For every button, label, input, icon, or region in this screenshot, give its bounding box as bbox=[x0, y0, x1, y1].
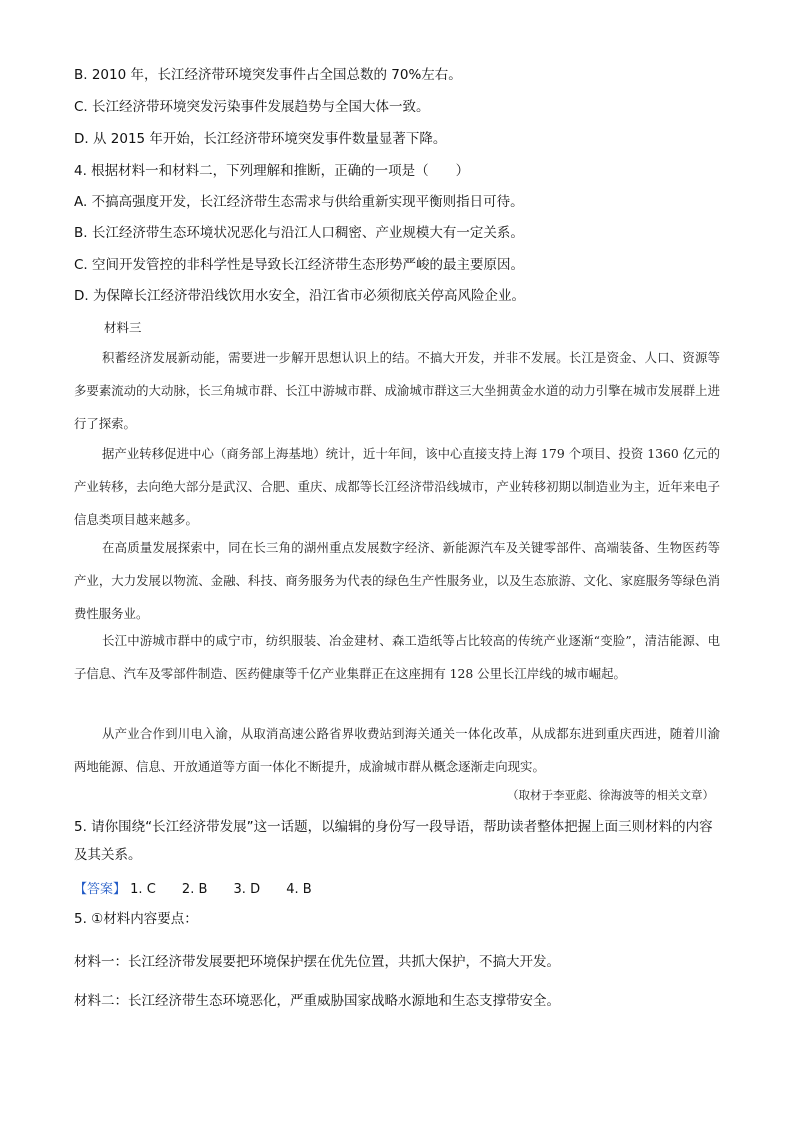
q5-stem: 5. 请你围绕“长江经济带发展”这一话题，以编辑的身份写一段导语，帮助读者整体把握上面三则材料的内容及其关系。 bbox=[74, 819, 713, 863]
answer-item: 2. B bbox=[181, 882, 208, 897]
q4-stem: 4. 根据材料一和材料二，下列理解和推断，正确的一项是（ ） bbox=[74, 163, 470, 179]
material3-title: 材料三 bbox=[104, 320, 142, 335]
q5-answer-heading: 5. ①材料内容要点： bbox=[74, 911, 198, 927]
answer-key bbox=[74, 878, 312, 897]
material3-paragraph-3: 在高质量发展探索中，同在长三角的湖州重点发展数字经济、新能源汽车及关键零部件、高端装备、生物医药等产业，大力发展以物流、金融、科技、商务服务为代表的绿色生产性服务业，以及生态旅游、文化、家庭服务等绿色消费性服务业。 bbox=[74, 540, 720, 621]
material3-paragraph-4: 长江中游城市群中的咸宁市，纺织服装、冶金建材、森工造纸等占比较高的传统产业逐渐“变脸”，清洁能源、电子信息、汽车及零部件制造、医药健康等千亿产业集群正在这座拥有 128 公里长江岸线的城市崛起。 bbox=[74, 633, 720, 681]
material3-paragraph-2: 据产业转移促进中心（商务部上海基地）统计，近十年间，该中心直接支持上海 179 个项目、投资 1360 亿元的产业转移，去向绝大部分是武汉、合肥、重庆、成都等长江经济带沿线城市，产业转移初期以制造业为主，近年来电子信息类项目越来越多。 bbox=[74, 446, 720, 527]
material3-paragraph-1: 积蓄经济发展新动能，需要进一步解开思想认识上的结。不搞大开发，并非不发展。长江是资金、人口、资源等多要素流动的大动脉，长三角城市群、长江中游城市群、成渝城市群这三大坐拥黄金水道的动力引擎在城市发展群上进行了探索。 bbox=[74, 350, 720, 431]
q4-option-d: D. 为保障长江经济带沿线饮用水安全，沿江省市必须彻底关停高风险企业。 bbox=[74, 288, 525, 304]
answer-point-1: 材料一：长江经济带发展要把环境保护摆在优先位置，共抓大保护，不搞大开发。 bbox=[74, 954, 560, 970]
q4-option-b: B. 长江经济带生态环境状况恶化与沿江人口稠密、产业规模大有一定关系。 bbox=[74, 225, 524, 241]
q3-option-d: D. 从 2015 年开始，长江经济带环境突发事件数量显著下降。 bbox=[74, 131, 447, 147]
answer-item: 4. B bbox=[286, 882, 312, 897]
answer-item: 3. D bbox=[233, 882, 261, 897]
material3-source: （取材于李亚彪、徐海波等的相关文章） bbox=[507, 788, 714, 802]
q3-option-b: B. 2010 年，长江经济带环境突发事件占全国总数的 70%左右。 bbox=[74, 67, 462, 83]
q4-option-c: C. 空间开发管控的非科学性是导致长江经济带生态形势严峻的最主要原因。 bbox=[74, 257, 525, 273]
answer-tag: 【答案】 bbox=[74, 882, 127, 897]
answer-item: 1. C bbox=[130, 882, 156, 897]
q3-option-c: C. 长江经济带环境突发污染事件发展趋势与全国大体一致。 bbox=[74, 99, 430, 115]
material3-paragraph-5: 从产业合作到川电入渝，从取消高速公路省界收费站到海关通关一体化改革，从成都东进到重庆西进，随着川渝两地能源、信息、开放通道等方面一体化不断提升，成渝城市群从概念逐渐走向现实。 bbox=[74, 726, 720, 774]
q4-option-a: A. 不搞高强度开发，长江经济带生态需求与供给重新实现平衡则指日可待。 bbox=[74, 194, 524, 210]
answer-point-2: 材料二：长江经济带生态环境恶化，严重威胁国家战略水源地和生态支撑带安全。 bbox=[74, 993, 560, 1009]
